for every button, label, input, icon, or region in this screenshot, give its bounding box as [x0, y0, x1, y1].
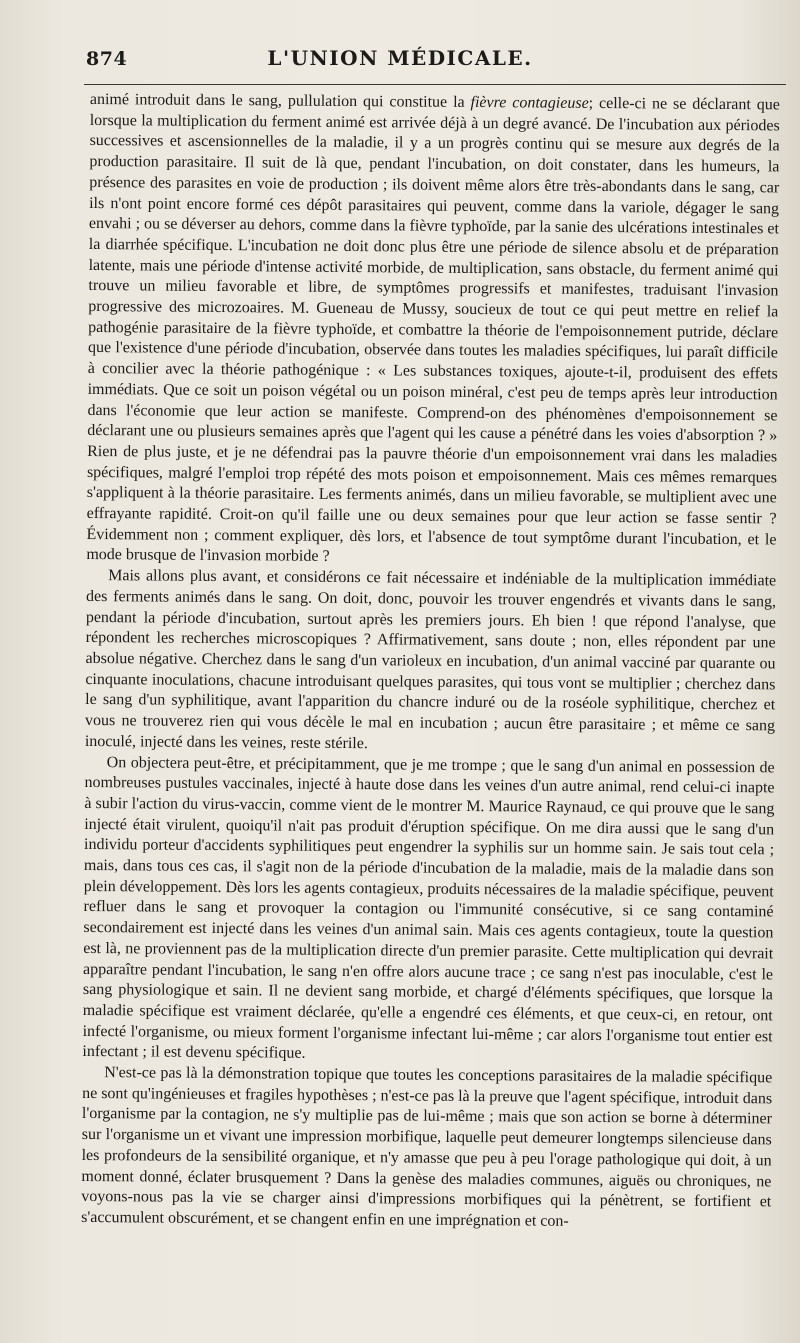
header-rule — [84, 84, 786, 85]
paragraph-1-lead: animé introduit dans le sang, pullulation qui constitue la — [89, 90, 471, 111]
paragraph-1-italic-term: fièvre contagieuse — [470, 93, 589, 112]
paragraph-4: N'est-ce pas là la démonstration topique que toutes les conceptions parasitaires de la maladie spécifique ne sont qu'ingénieuses et fragiles hypothèses ; n'est-ce pas là la preuve que l'agent spécifique, introduit dans l'organisme par la contagion, ne s'y multiplie pas de lui-même ; mais que son action se borne à déterminer sur l'organisme un et vivant une impression morbifique, laquelle peut demeurer longtemps silencieuse dans les profondeurs de la sensibilité organique, et n'y amasse que peu à peu l'orage pathologique qui doit, à un moment donné, éclater brusquement ? Dans la genèse des maladies communes, aiguës ou chroniques, ne voyons-nous pas la vie se charger ainsi d'impressions morbifiques qui la pénètrent, se fortifient et s'accumulent obscurément, et se changent enfin en une imprégnation et con- — [81, 1064, 773, 1230]
paragraph-1-rest: ; celle-ci ne se déclarant que lorsque la multiplication du ferment animé est arrivée déjà à un degré avancé. De l'incubation aux périodes successives et ascensionnelles de la maladie, il y a un progrès continu qui se mesure aux degrés de la production parasitaire. Il suit de là que, pendant l'incubation, on doit constater, dans les humeurs, la présence des parasites en voie de production ; ils doivent même alors être très-abondants dans le sang, car ils n'ont point encore formé ces dépôt parasitaires qui peuvent, comme dans la variole, dégager le sang envahi ; ou se déverser au dehors, comme dans la fièvre typhoïde, par la sanie des ulcérations intestinales et la diarrhée spécifique. L'incubation ne doit donc plus être une période de silence absolu et de préparation latente, mais une période d'intense activité morbide, de multiplication, sans obstacle, du ferment animé qui trouve un milieu favorable et libre, de symptômes progressifs et manifestes, traduisant l'invasion progressive des microzoaires. M. Gueneau de Mussy, soucieux de tout ce qui peut mettre en relief la pathogénie parasitaire de la fièvre typhoïde, et combattre la théorie de l'empoisonnement putride, déclare que l'existence d'une période d'incubation, observée dans toutes les maladies spécifiques, lui paraît difficile à concilier avec la théorie pathogénique : « Les substances toxiques, ajoute-t-il, produisent des effets immédiats. Que ce soit un poison végétal ou un poison minéral, c'est peu de temps après leur introduction dans l'économie que leur action se manifeste. Comprend-on des phénomènes d'empoisonnement se déclarant une ou plusieurs semaines après que l'agent qui les cause a pénétré dans les voies d'absorption ? » Rien de plus juste, et je ne défendrai pas la pauvre théorie d'un empoisonnement vrai dans les maladies spécifiques, malgré l'emploi trop répété des mots poison et empoisonnement. Mais ces mêmes remarques s'appliquent à la théorie parasitaire. Les ferments animés, dans un milieu favorable, se multiplient avec une effrayante rapidité. Croit-on qu'il faille une ou deux semaines pour que leur action se fasse sentir ? Évidemment non ; comment expliquer, dès lors, et l'absence de tout symptôme durant l'incubation, et le mode brusque de l'invasion morbide ? — [86, 94, 780, 566]
paragraph-1 — [86, 90, 780, 572]
article-body — [81, 90, 780, 1234]
page-header — [0, 38, 800, 78]
page-number: 874 — [86, 48, 128, 70]
paragraph-3: On objectera peut-être, et précipitamment, que je me trompe ; que le sang d'un animal en possession de nombreuses pustules vaccinales, injecté à haute dose dans les veines d'un autre animal, rend celui-ci inapte à subir l'action du virus-vaccin, comme vient de le montrer M. Maurice Raynaud, ce qui prouve que le sang injecté était virulent, quoiqu'il n'ait pas produit d'éruption spécifique. On me dira aussi que le sang d'un individu porteur d'accidents syphilitiques peut engendrer la syphilis sur un homme sain. Je sais tout cela ; mais, dans tous ces cas, il s'agit non de la période d'incubation de la maladie, mais de la maladie dans son plein développement. Dès lors les agents contagieux, produits nécessaires de la maladie spécifique, peuvent refluer dans le sang et provoquer la contagion ou l'immunité consécutive, si ce sang contaminé secondairement est injecté dans les veines d'un animal sain. Mais ces agents contagieux, toute la question est là, ne proviennent pas de la multiplication directe d'un premier parasite. Cette multiplication qui devrait apparaître pendant l'incubation, le sang n'en offre alors aucune trace ; ce sang n'est pas inoculable, c'est le sang physiologique et sain. Il ne devient sang morbide, et chargé d'éléments spécifiques, que lorsque la maladie spécifique est vraiment déclarée, qu'elle a engendré ces éléments, et que ceux-ci, en retour, ont infecté l'organisme, ou mieux forment l'organisme infectant lui-même ; car alors l'organisme tout entier est infectant ; il est devenu spécifique. — [82, 753, 775, 1063]
running-title: L'UNION MÉDICALE. — [267, 46, 533, 70]
paragraph-2: Mais allons plus avant, et considérons ce fait nécessaire et indéniable de la multiplication immédiate des ferments animés dans le sang. On doit, donc, pouvoir les trouver engendrés et vivants dans le sang, pendant la période d'incubation, surtout après les premiers jours. Eh bien ! que répond l'analyse, que répondent les recherches microscopiques ? Affirmativement, sans doute ; non, elles répondent par une absolue négative. Cherchez dans le sang d'un varioleux en incubation, d'un animal vacciné par quarante ou cinquante inoculations, chacune introduisant quelques parasites, qui tous vont se multiplier ; cherchez dans le sang d'un syphilitique, avant l'apparition du chancre induré ou de la roséole syphilitique, cherchez et vous ne trouverez rien qui vous décèle le mal en incubation ; aucun être parasitaire ; et même ce sang inoculé, injecté dans les veines, reste stérile. — [84, 567, 777, 752]
